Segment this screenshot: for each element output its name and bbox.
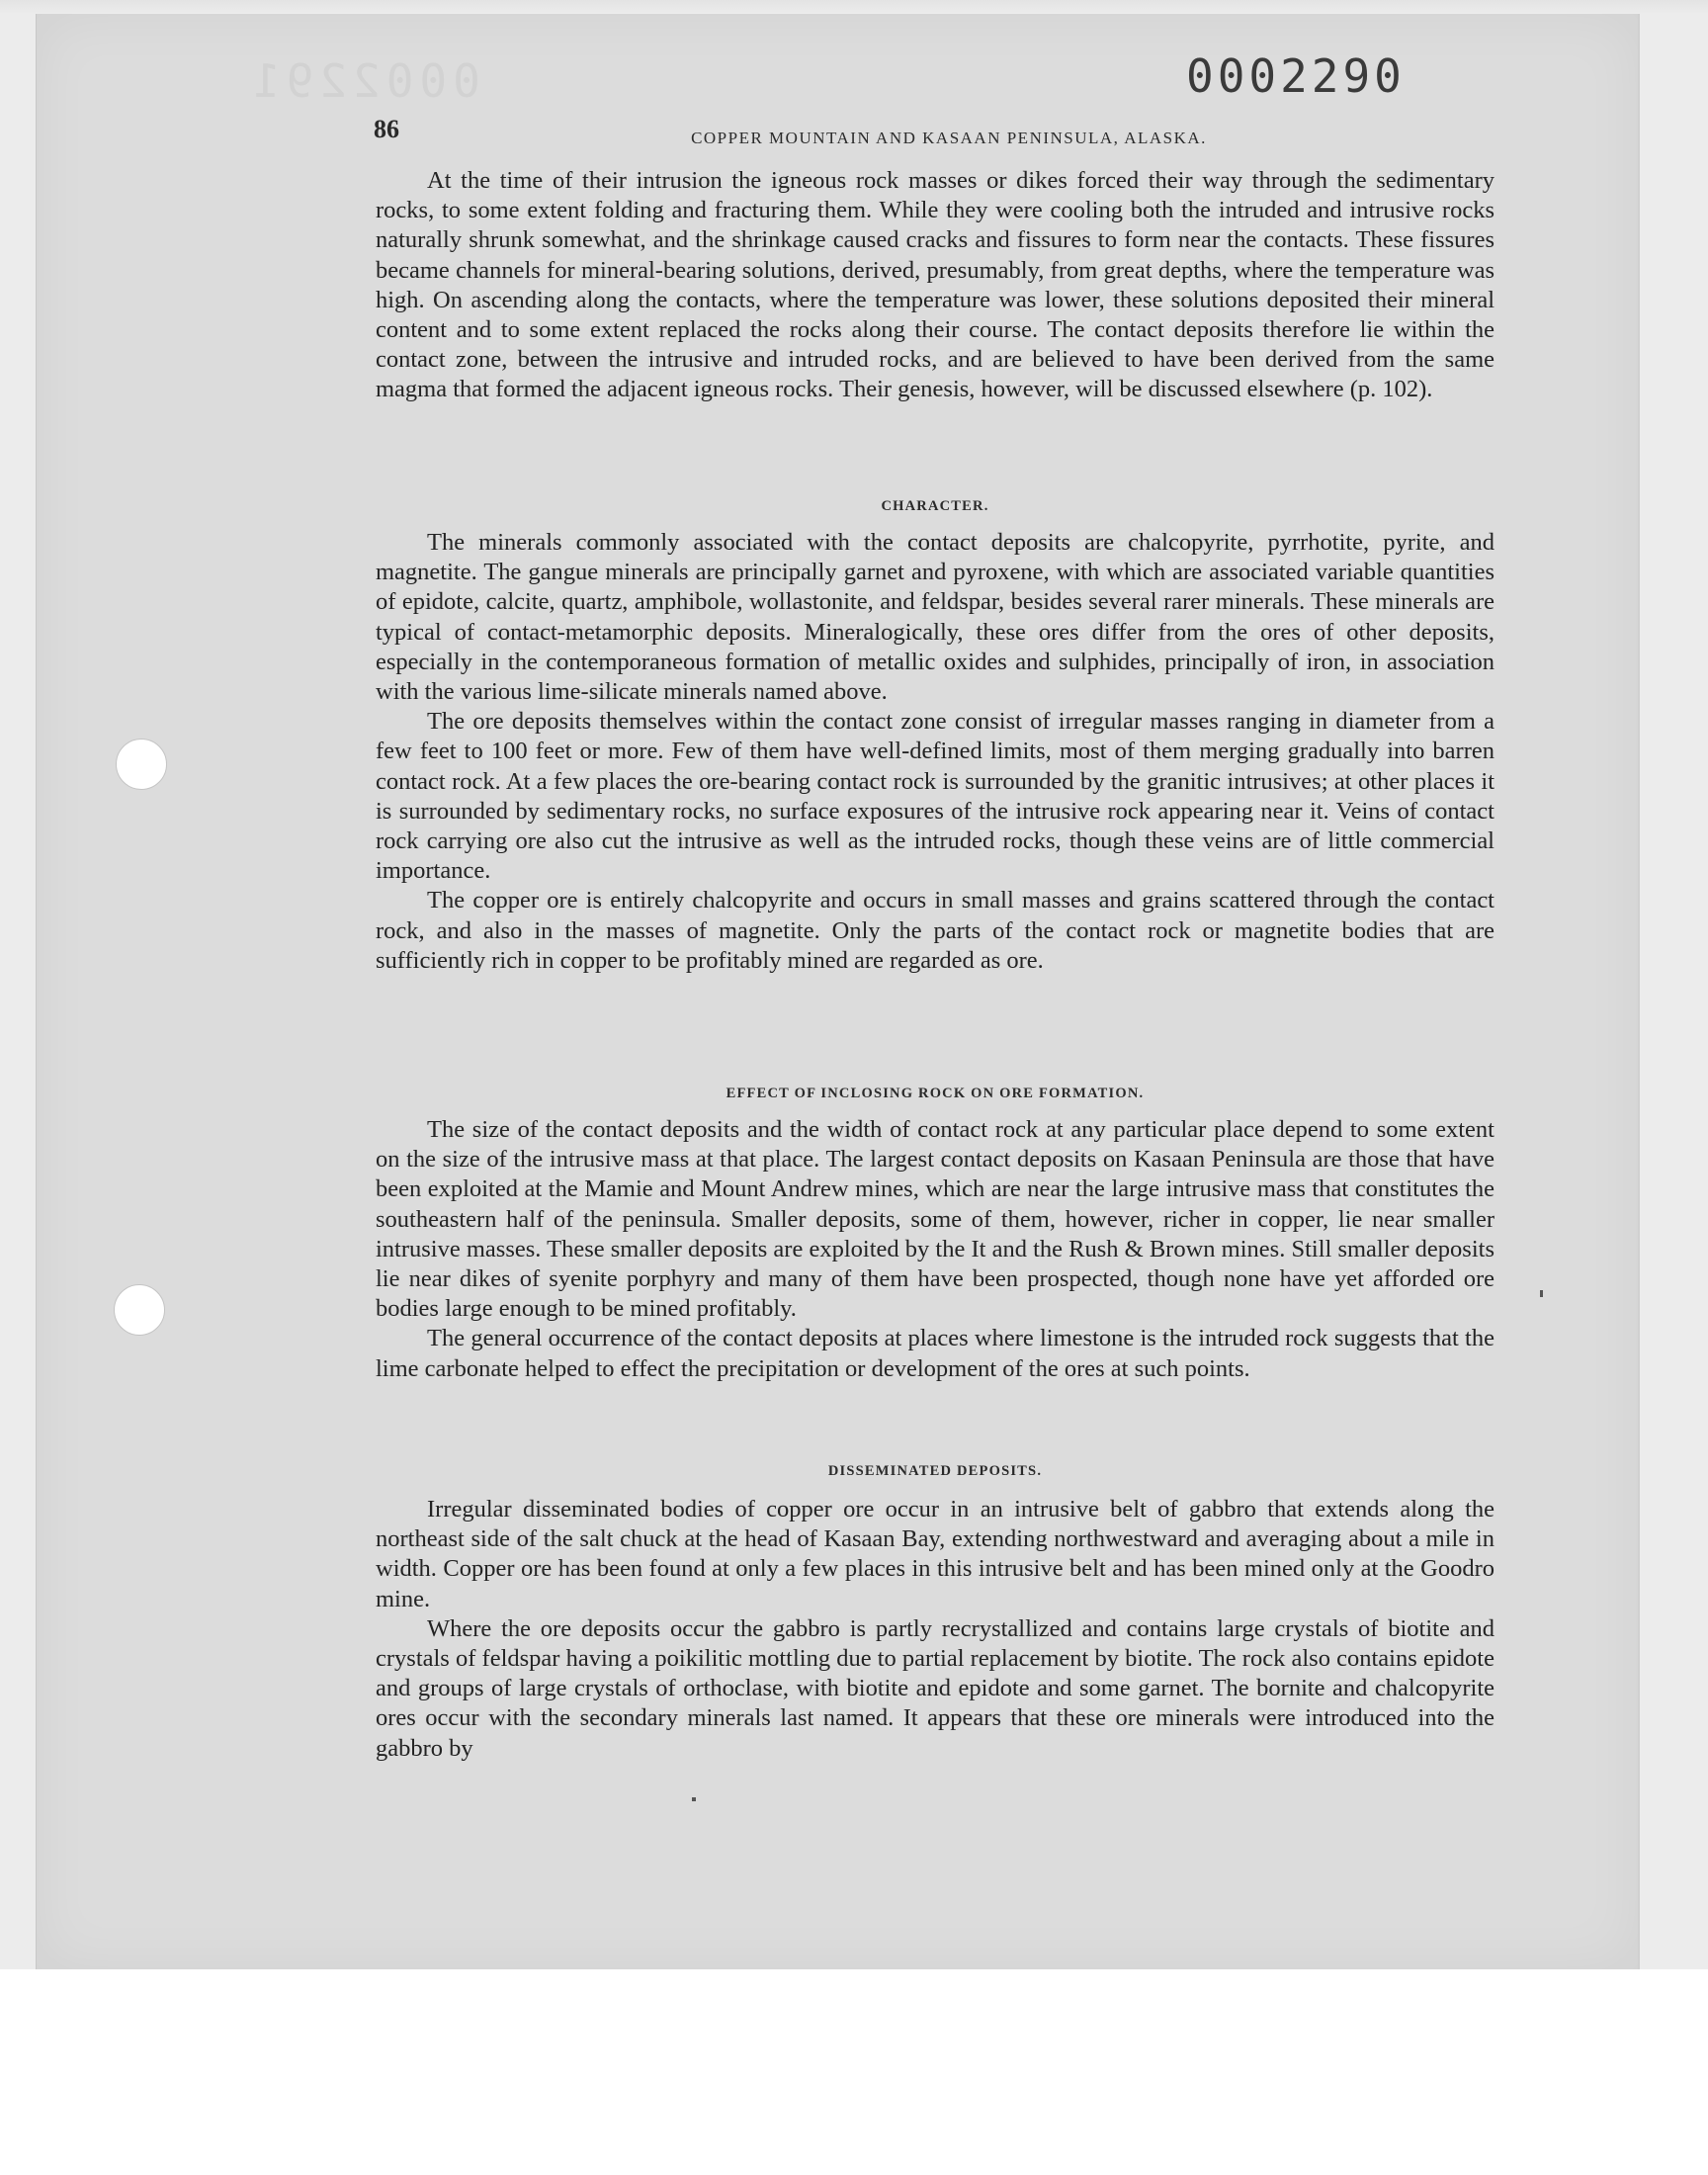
- stray-dot: [692, 1797, 696, 1801]
- disseminated-paragraph-2: Where the ore deposits occur the gabbro is partly recrystallized and contains large crystals of biotite and crystals of feldspar having a poikilitic mottling due to partial replacement by biotite. The rock also contains epidote and groups of large crystals of orthoclase, with biotite and epidote and some garnet. The bornite and chalcopyrite ores occur with the secondary minerals last named. It appears that these ore minerals were introduced into the gabbro by: [376, 1614, 1494, 1762]
- character-section: [376, 528, 1494, 976]
- bleed-through-stamp-number: 0002291: [247, 54, 480, 108]
- page-number: 86: [374, 115, 399, 143]
- heading-effect-of-inclosing-rock: EFFECT OF INCLOSING ROCK ON ORE FORMATION.: [726, 1086, 1145, 1101]
- document-stamp-number: 0002290: [1186, 49, 1406, 103]
- effect-paragraph-1: The size of the contact deposits and the width of contact rock at any particular place depend to some extent on the size of the intrusive mass at that place. The largest contact deposits on Kasaan Peninsula are those that have been exploited at the Mamie and Mount Andrew mines, which are near the large intrusive mass that constitutes the southeastern half of the peninsula. Smaller deposits, some of them, however, richer in copper, lie near smaller intrusive masses. These smaller deposits are exploited by the It and the Rush & Brown mines. Still smaller deposits lie near dikes of syenite porphyry and many of them have been prospected, though none have yet afforded ore bodies large enough to be mined profitably.: [376, 1116, 1494, 1323]
- effect-paragraph-2: The general occurrence of the contact deposits at places where limestone is the intruded rock suggests that the lime carbonate helped to effect the precipitation or development of the ores at such points.: [376, 1325, 1494, 1382]
- stray-mark: [1540, 1290, 1543, 1297]
- scan-edge: [0, 0, 1708, 14]
- character-paragraph-2: The ore deposits themselves within the contact zone consist of irregular masses ranging in diameter from a few feet to 100 feet or more. Few of them have well-defined limits, most of them merging gradually into barren contact rock. At a few places the ore-bearing contact rock is surrounded by the granitic intrusives; at other places it is surrounded by sedimentary rocks, no surface exposures of the intrusive rock appearing near it. Veins of contact rock carrying ore also cut the intrusive as well as the intruded rocks, though these veins are of little commercial importance.: [376, 708, 1494, 885]
- intro-paragraph: At the time of their intrusion the igneous rock masses or dikes forced their way through the sedimentary rocks, to some extent folding and fracturing them. While they were cooling both the intruded and intrusive rocks naturally shrunk somewhat, and the shrinkage caused cracks and fissures to form near the contacts. These fissures became channels for mineral-bearing solutions, derived, presumably, from great depths, where the temperature was high. On ascending along the contacts, where the temperature was lower, these solutions deposited their mineral content and to some extent replaced the rocks along their course. The contact deposits therefore lie within the contact zone, between the intrusive and intruded rocks, and are believed to have been derived from the same magma that formed the adjacent igneous rocks. Their genesis, however, will be discussed elsewhere (p. 102).: [376, 167, 1494, 403]
- disseminated-paragraph-1: Irregular disseminated bodies of copper ore occur in an intrusive belt of gabbro that extends along the northeast side of the salt chuck at the head of Kasaan Bay, extending northwestward and averaging about a mile in width. Copper ore has been found at only a few places in this intrusive belt and has been mined only at the Goodro mine.: [376, 1496, 1494, 1612]
- disseminated-section: [376, 1495, 1494, 1764]
- character-paragraph-3: The copper ore is entirely chalcopyrite and occurs in small masses and grains scattered through the contact rock, and also in the masses of magnetite. Only the parts of the contact rock or magnetite bodies that are sufficiently rich in copper to be profitably mined are regarded as ore.: [376, 887, 1494, 974]
- intro-section: [376, 166, 1494, 405]
- punch-hole-upper: [116, 739, 167, 790]
- heading-disseminated-deposits: DISSEMINATED DEPOSITS.: [827, 1463, 1043, 1479]
- heading-character: CHARACTER.: [881, 498, 989, 514]
- running-head: COPPER MOUNTAIN AND KASAAN PENINSULA, ALASKA.: [691, 129, 1207, 147]
- effect-section: [376, 1115, 1494, 1384]
- punch-hole-lower: [114, 1284, 165, 1336]
- character-paragraph-1: The minerals commonly associated with the contact deposits are chalcopyrite, pyrrhotite, pyrite, and magnetite. The gangue minerals are principally garnet and pyroxene, with which are associated variable quantities of epidote, calcite, quartz, amphibole, wollastonite, and feldspar, besides several rarer minerals. These minerals are typical of contact-metamorphic deposits. Mineralogically, these ores differ from the ores of other deposits, especially in the contemporaneous formation of metallic oxides and sulphides, principally of iron, in association with the various lime-silicate minerals named above.: [376, 529, 1494, 706]
